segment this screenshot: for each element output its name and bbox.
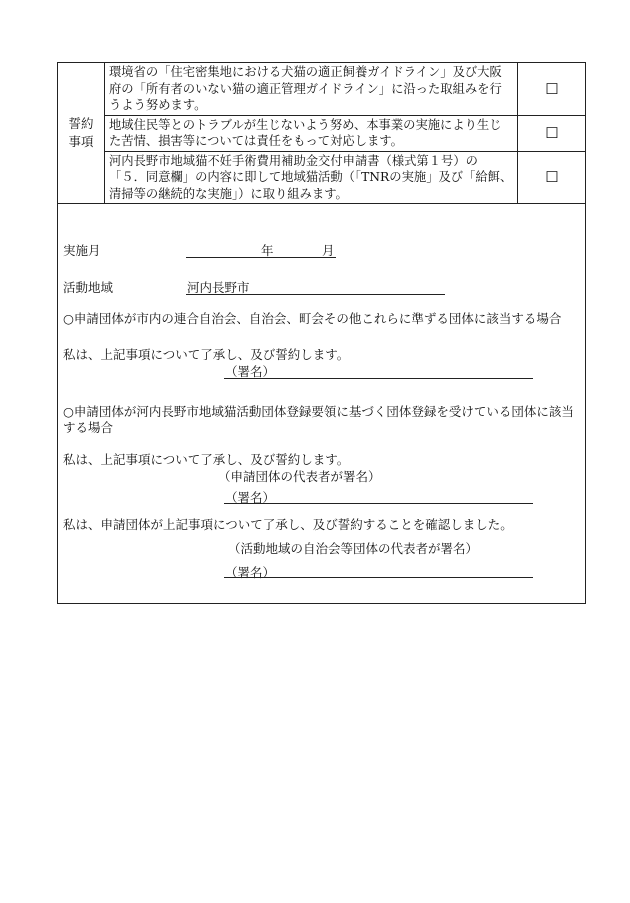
case2-confirm-statement: 私は、申請団体が上記事項について了承し、及び誓約することを確認しました。	[63, 517, 513, 532]
case2-area-rep-note: （活動地域の自治会等団体の代表者が署名）	[228, 541, 479, 556]
activity-area-value: 河内長野市	[187, 280, 250, 295]
case2-statement: 私は、上記事項について了承し、及び誓約します。	[63, 452, 350, 467]
case2-rep-note: （申請団体の代表者が署名）	[218, 469, 381, 484]
year-unit: 年	[261, 243, 274, 258]
activity-area-label: 活動地域	[63, 280, 114, 295]
case2-heading-line2: する場合	[63, 420, 114, 435]
pledge-checkbox-3[interactable]: ☐	[518, 151, 587, 204]
case2-area-signature-line[interactable]	[224, 577, 533, 578]
case1-signature-label: （署名）	[225, 364, 276, 379]
implementation-label: 実施月	[63, 243, 101, 258]
pledge-form	[57, 62, 586, 604]
pledge-item-3: 河内長野市地域猫不妊手術費用補助金交付申請書（様式第１号）の「５．同意欄」の内容に即して地域猫活動（「TNRの実施」及び「給餌、清掃等の継続的な実施」）に取り組みます。	[105, 151, 518, 204]
case2-heading-line1: ○申請団体が河内長野市地域猫活動団体登録要領に基づく団体登録を受けている団体に該当	[63, 404, 574, 419]
case2-signature-label: （署名）	[225, 490, 276, 505]
pledge-heading: 誓約事項	[68, 116, 94, 149]
pledge-item-2: 地域住民等とのトラブルが生じないよう努め、本事業の実施により生じた苦情、損害等については責任をもって対応します。	[105, 115, 518, 151]
declaration-section	[58, 63, 587, 603]
case2-signature-line[interactable]	[224, 503, 533, 504]
pledge-item-1: 環境省の「住宅密集地における犬猫の適正飼養ガイドライン」及び大阪府の「所有者のいない猫の適正管理ガイドライン」に沿った取組みを行うよう努めます。	[105, 63, 518, 115]
pledge-checkbox-2[interactable]: ☐	[518, 115, 587, 151]
case1-signature-line[interactable]	[224, 378, 533, 379]
case1-heading: ○申請団体が市内の連合自治会、自治会、町会その他これらに準ずる団体に該当する場合	[63, 311, 562, 326]
pledge-checkbox-1[interactable]: ☐	[518, 63, 587, 115]
month-unit: 月	[322, 243, 335, 258]
case1-statement: 私は、上記事項について了承し、及び誓約します。	[63, 347, 350, 362]
activity-area-field[interactable]	[186, 294, 445, 295]
case2-area-signature-label: （署名）	[225, 565, 276, 580]
